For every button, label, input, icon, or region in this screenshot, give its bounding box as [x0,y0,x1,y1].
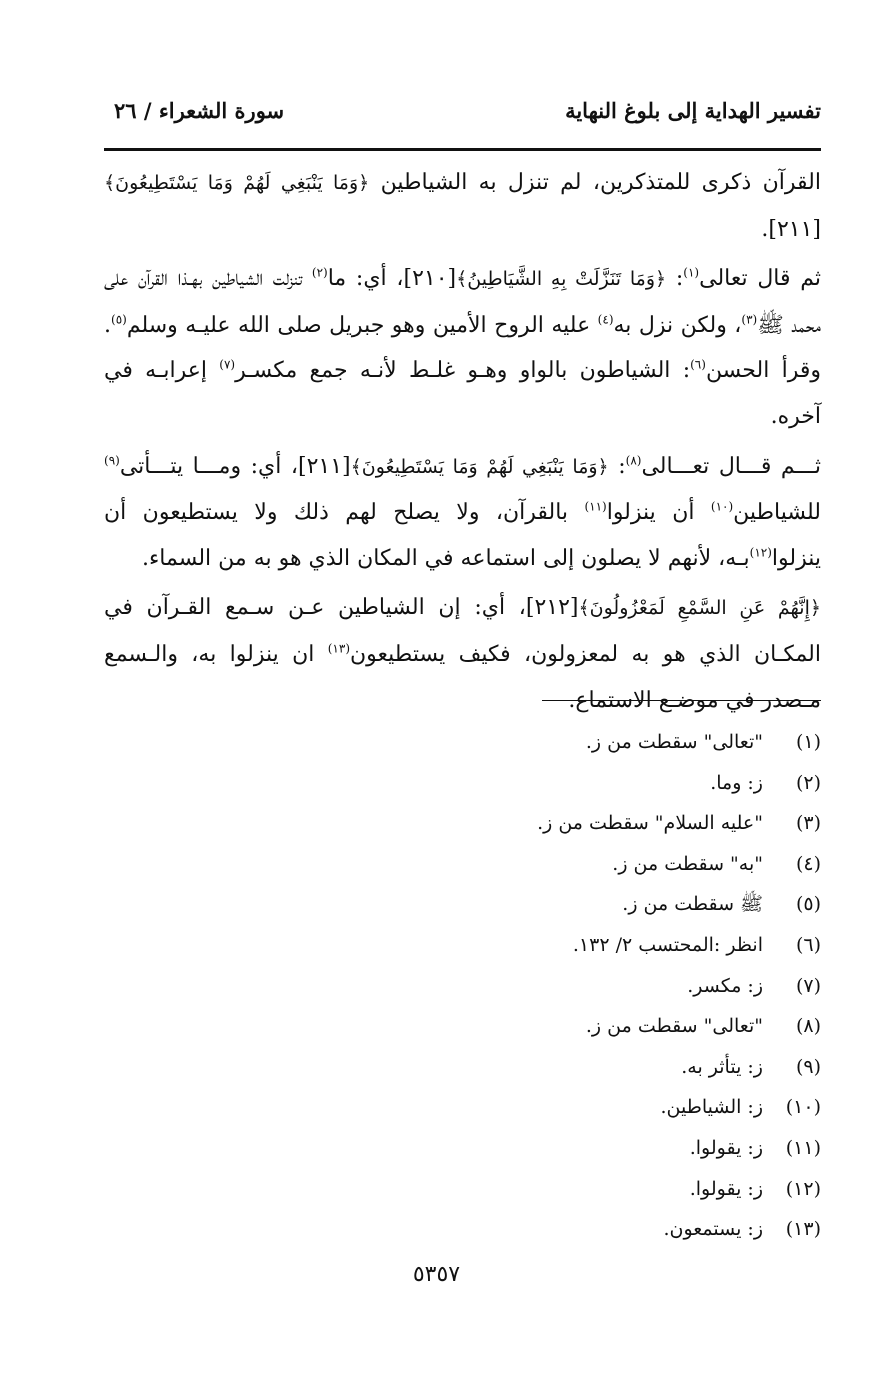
text-run: : الشياطون بالواو وهـو غلـط لأنـه جمع مكسـر [235,358,691,384]
text-run: ثم قال تعالى [699,266,822,292]
footnote-marker: (٦) [690,358,706,373]
footnotes-list [121,722,821,1250]
quran-verse: ﴿وَمَا تَنَزَّلَتْ بِهِ الشَّيَاطِينُ﴾ [456,268,667,291]
footnote-text: ز: وما. [710,771,763,794]
footnote-text: ز: الشياطين. [660,1096,763,1119]
verse-reference: [٢١١]. [761,216,821,242]
paragraph-3 [104,444,821,582]
paragraph-4 [104,585,821,723]
footnote-text: ﷺ سقطت من ز. [622,893,763,916]
footnote-text: "تعالى" سقطت من ز. [585,1015,763,1038]
footnote-marker: (١٢) [749,545,772,560]
footnote-marker: (١١) [584,499,607,514]
footnote-item [121,803,821,844]
text-run: ، ولكن نزل به [613,312,742,338]
footnote-number: (١٣) [785,1218,821,1241]
footnote-number: (٩) [795,1055,821,1078]
footnote-item [121,925,821,966]
footnote-text: "تعالى" سقطت من ز. [585,731,763,753]
footnote-marker: (٨) [625,453,642,468]
footnote-marker: (١٠) [710,499,734,514]
quran-verse: ﴿وَمَا يَنْبَغِي لَهُمْ وَمَا يَسْتَطِيعُونَ﴾ [104,172,370,194]
text-run: إعرابـه في آخره. [104,358,821,429]
footnote-item [121,844,821,885]
footnote-text: ز: مكسر. [687,974,763,997]
footnote-number: (٣) [795,812,821,835]
text-run: [٢١٠]، أي: ما [327,266,457,292]
quran-verse: ﴿إِنَّهُمْ عَنِ السَّمْعِ لَمَعْزُولُونَ﴾ [578,597,821,620]
surah-label: سورة الشعراء / ٢٦ [114,98,285,123]
footnote-number: (٥) [795,893,821,916]
footnote-item [121,1006,821,1047]
footnote-marker: (١) [683,265,700,280]
footnote-number: (١) [795,731,821,753]
text-run: للشياطين [733,500,821,526]
text-run: بـه، لأنهم لا يصلون إلى استماعه في المكان الذي هو به من السماء. [141,545,750,571]
text-run: [٢١١]، أي: ومـــا يتـــأتى [119,453,351,479]
footnote-number: (٨) [795,1015,821,1038]
footnote-number: (٢) [795,771,821,794]
text-run: : [608,453,626,479]
footnote-text: ز: يتأثر به. [681,1055,763,1078]
footnote-text: انظر :المحتسب ٢/ ١٣٢. [572,933,763,956]
footnote-marker: (٥) [111,312,127,327]
page-number: ٥٣٥٧ [412,1262,461,1287]
footnote-text: ز: يقولوا. [689,1177,763,1200]
text-run: ان ينزلوا به، والـسمع مـصدر في موضـع الاستماع. [104,641,821,713]
paragraph-2 [104,256,821,439]
text-run: [٢١٢]، أي: إن الشياطين عـن سـمع القـرآن في المكـان الذي هو به لمعزولون، فكيف يستطيعون [104,595,821,667]
footnote-item [121,966,821,1007]
footnote-text: "عليه السلام" سقطت من ز. [537,812,763,835]
footnote-item [121,722,821,763]
footnote-separator [542,700,821,701]
footnote-marker: (١٣) [327,641,350,656]
footnote-marker: (٢) [311,265,328,280]
footnote-item [121,1047,821,1088]
text-run: ثـــم قـــال تعـــالى [641,453,821,479]
footnote-item [121,1128,821,1169]
footnote-item [121,1169,821,1210]
footnote-text: "به" سقطت من ز. [612,852,763,875]
text-run: أن ينزلوا [606,500,711,526]
footnote-item [121,1087,821,1128]
footnote-marker: (٧) [219,358,236,373]
main-text [104,160,821,723]
running-header [104,92,821,132]
footnote-number: (٤) [795,852,821,875]
footnote-number: (١٠) [785,1096,821,1119]
footnote-item [121,1209,821,1250]
footnote-marker: (٣) [741,312,758,327]
text-run: القرآن ذكرى للمتذكرين، لم تنزل به الشياطين [369,170,821,195]
header-rule [104,148,821,151]
footnote-item [121,884,821,925]
text-run: بالقرآن، ولا يصلح لهم ذلك ولا يستطيعون أن ينزلوا [104,500,821,571]
footnote-number: (٧) [795,974,821,997]
text-run: . وقرأ الحسن [104,312,821,384]
footnote-marker: (٩) [104,453,120,468]
paragraph-1 [104,160,821,252]
text-run: : [666,266,684,292]
footnote-number: (١١) [785,1136,821,1159]
footnote-number: (١٢) [785,1177,821,1200]
quran-verse: ﴿وَمَا يَنْبَغِي لَهُمْ وَمَا يَسْتَطِيعُونَ﴾ [350,455,609,478]
text-run: عليه الروح الأمين وهو جبريل صلى الله عليـه وسلم [126,312,598,338]
book-title: تفسير الهداية إلى بلوغ النهاية [565,98,821,123]
footnote-item [121,763,821,804]
footnote-text: ز: يقولوا. [689,1136,763,1159]
footnote-text: ز: يستمعون. [663,1218,763,1241]
text-run: تنزلت الشياطين بهـذا القرآن على محمد ﷺ [104,266,822,338]
footnote-marker: (٤) [597,312,614,327]
footnote-number: (٦) [795,933,821,956]
